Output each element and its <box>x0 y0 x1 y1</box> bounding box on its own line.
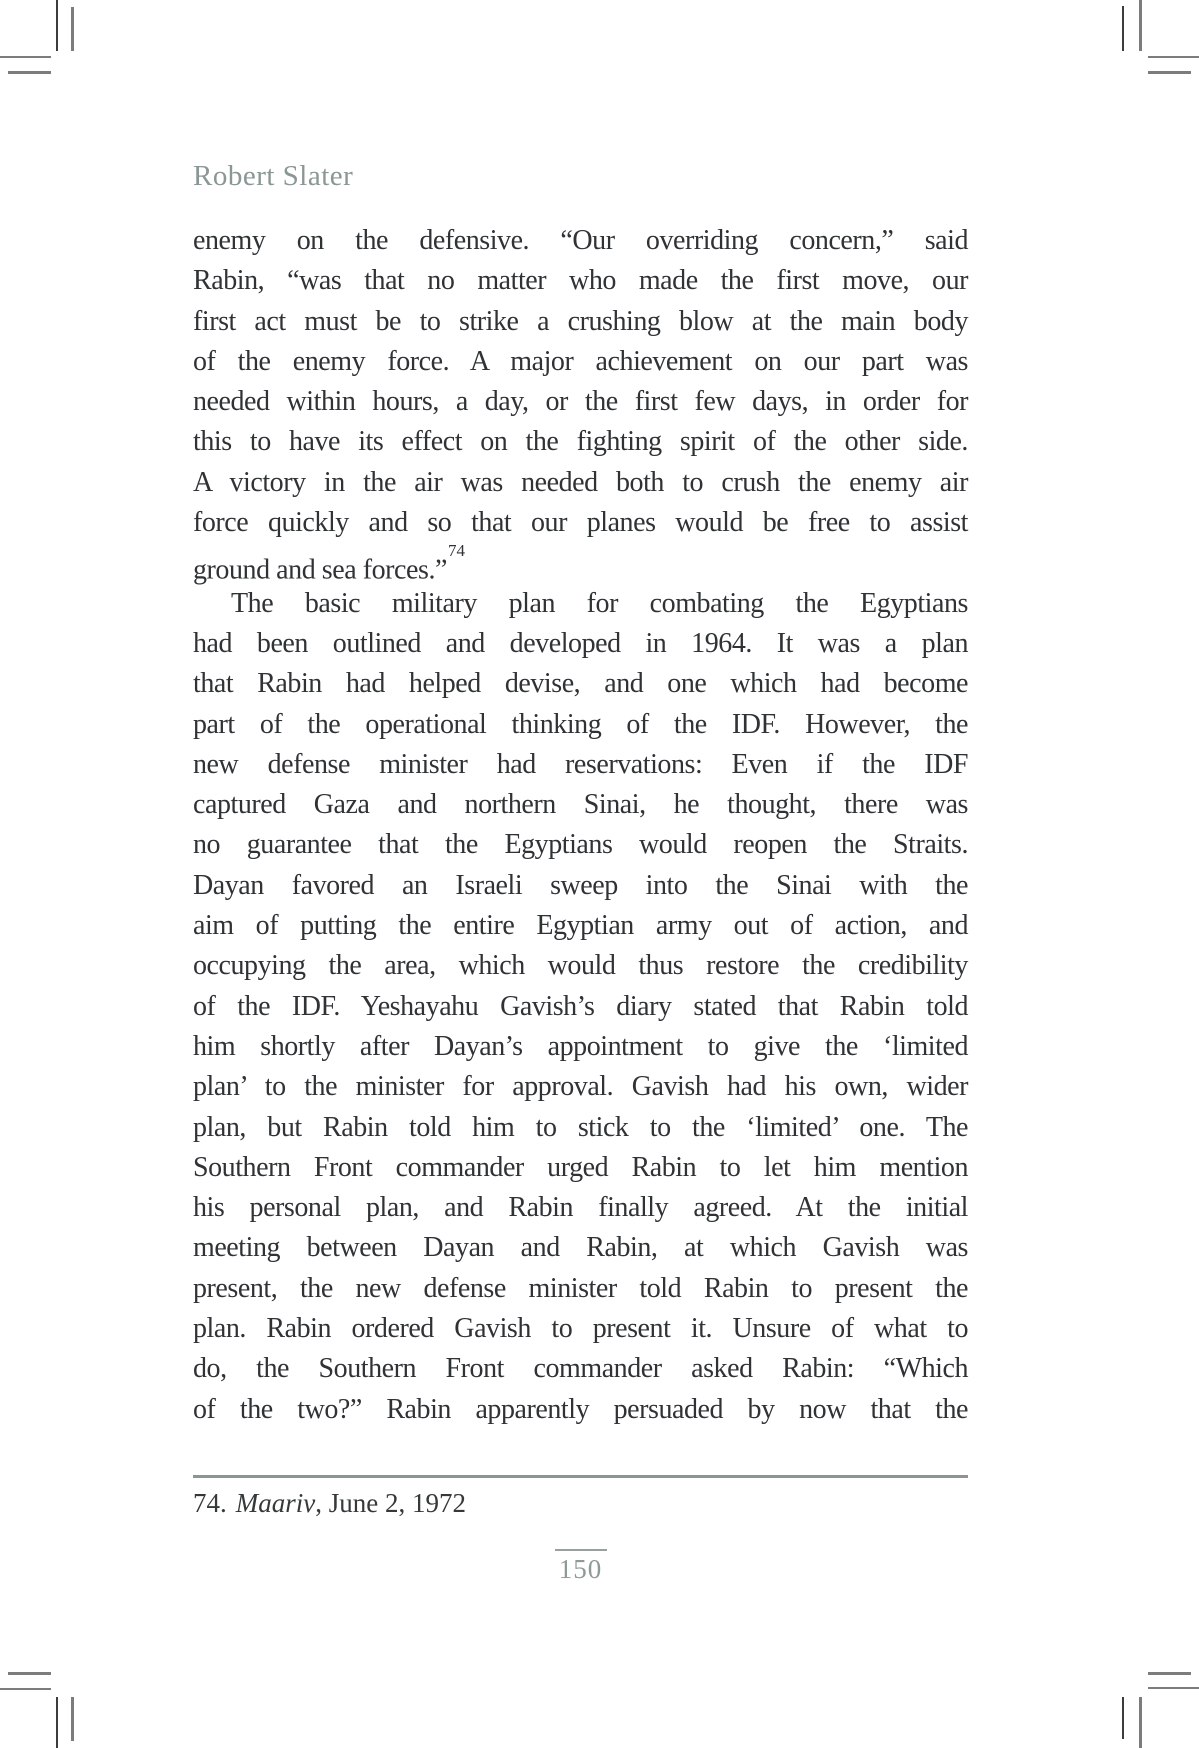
text-line <box>193 785 968 825</box>
text-line-content: A victory in the air was needed both to crush the enemy air <box>193 466 968 498</box>
text-line <box>193 503 968 543</box>
text-line-content: plan’ to the minister for approval. Gavish had his own, wider <box>193 1071 968 1103</box>
text-line <box>193 261 968 301</box>
paragraph <box>193 221 968 584</box>
text-line <box>193 705 968 745</box>
crop-mark-line <box>0 56 51 58</box>
text-line <box>193 1349 968 1389</box>
text-line <box>193 1269 968 1309</box>
text-line-content: captured Gaza and northern Sinai, he thought, there was <box>193 789 968 821</box>
text-line-content: needed within hours, a day, or the first few days, in order for <box>193 386 968 418</box>
text-line-content: new defense minister had reservations: Even if the IDF <box>193 748 968 780</box>
text-line <box>193 1390 968 1430</box>
text-line-content: enemy on the defensive. “Our overriding concern,” said <box>193 225 968 256</box>
text-line-content: Southern Front commander urged Rabin to let him mention <box>193 1151 968 1183</box>
footnote-rule <box>193 1475 968 1478</box>
page-number: 150 <box>558 1554 603 1584</box>
text-line-content: of the enemy force. A major achievement on our part was <box>193 345 968 377</box>
text-line-content: occupying the area, which would thus restore the credibility <box>193 950 968 982</box>
text-line-content: that Rabin had helped devise, and one which had become <box>193 668 968 700</box>
body-text <box>193 221 968 1430</box>
text-line <box>193 825 968 865</box>
crop-mark-line <box>1148 56 1199 58</box>
footnote-text: , June 2, 1972 <box>315 1488 466 1518</box>
text-line-content: first act must be to strike a crushing blow at the main body <box>193 305 968 337</box>
crop-mark-line <box>56 1697 58 1748</box>
crop-mark-line <box>1148 71 1191 74</box>
text-line-content: him shortly after Dayan’s appointment to give the ‘limited <box>193 1030 968 1062</box>
text-line <box>193 302 968 342</box>
text-line <box>193 584 968 624</box>
text-line <box>193 866 968 906</box>
text-line-content: do, the Southern Front commander asked Rabin: “Which <box>193 1353 968 1385</box>
text-line-content: his personal plan, and Rabin finally agreed. At the initial <box>193 1192 968 1224</box>
crop-mark-line <box>1122 6 1124 51</box>
text-line-content: force quickly and so that our planes would be free to assist <box>193 507 968 539</box>
crop-mark-line <box>1139 0 1142 51</box>
text-line <box>193 624 968 664</box>
text-line <box>193 1027 968 1067</box>
crop-mark-line <box>8 1672 51 1675</box>
text-line <box>193 987 968 1027</box>
running-header: Robert Slater <box>193 160 354 192</box>
text-line-content: ground and sea forces.” <box>193 554 447 586</box>
footnote-reference: 74 <box>447 541 465 561</box>
crop-mark-line <box>56 0 58 51</box>
text-line-content: meeting between Dayan and Rabin, at which Gavish was <box>193 1232 968 1264</box>
text-line <box>193 1108 968 1148</box>
text-line <box>193 1228 968 1268</box>
text-line <box>193 664 968 704</box>
footnote <box>193 1486 968 1520</box>
text-line-content: of the IDF. Yeshayahu Gavish’s diary stated that Rabin told <box>193 990 968 1022</box>
text-line <box>193 1148 968 1188</box>
page-number-rule <box>555 1549 607 1551</box>
text-line-content: present, the new defense minister told Rabin to present the <box>193 1272 968 1304</box>
crop-mark-line <box>1139 1697 1142 1748</box>
text-line-content: plan. Rabin ordered Gavish to present it. Unsure of what to <box>193 1313 968 1345</box>
crop-mark-line <box>71 1697 74 1741</box>
text-line-content: this to have its effect on the fighting spirit of the other side. <box>193 426 968 458</box>
text-line-content: plan, but Rabin told him to stick to the ‘limited’ one. The <box>193 1111 968 1143</box>
crop-mark-line <box>1122 1697 1124 1739</box>
crop-mark-line <box>71 7 74 51</box>
footnote-source: Maariv <box>235 1488 316 1518</box>
text-line-content: part of the operational thinking of the IDF. However, the <box>193 708 968 740</box>
text-line <box>193 463 968 503</box>
text-line <box>193 1067 968 1107</box>
text-line-content: of the two?” Rabin apparently persuaded by now that the <box>193 1393 968 1425</box>
text-line <box>193 1188 968 1228</box>
crop-mark-line <box>1148 1687 1199 1689</box>
text-line-content: Dayan favored an Israeli sweep into the Sinai with the <box>193 869 968 901</box>
footnote-marker: 74. <box>193 1488 227 1518</box>
text-line <box>193 541 968 586</box>
text-line <box>193 946 968 986</box>
text-line <box>193 422 968 462</box>
text-line <box>193 382 968 422</box>
text-line-content: no guarantee that the Egyptians would reopen the Straits. <box>193 829 968 861</box>
text-line <box>193 221 968 261</box>
text-line-content: aim of putting the entire Egyptian army out of action, and <box>193 910 968 942</box>
crop-mark-line <box>8 71 51 74</box>
crop-mark-line <box>0 1688 51 1690</box>
crop-mark-line <box>1148 1672 1191 1675</box>
text-line-content: The basic military plan for combating the Egyptians <box>231 587 968 619</box>
text-line-content: Rabin, “was that no matter who made the first move, our <box>193 265 968 297</box>
paragraph <box>193 584 968 1430</box>
text-line <box>193 906 968 946</box>
text-line-content: had been outlined and developed in 1964. It was a plan <box>193 627 968 659</box>
page-footer <box>193 1549 968 1583</box>
text-line <box>193 745 968 785</box>
text-line <box>193 1309 968 1349</box>
text-line <box>193 342 968 382</box>
